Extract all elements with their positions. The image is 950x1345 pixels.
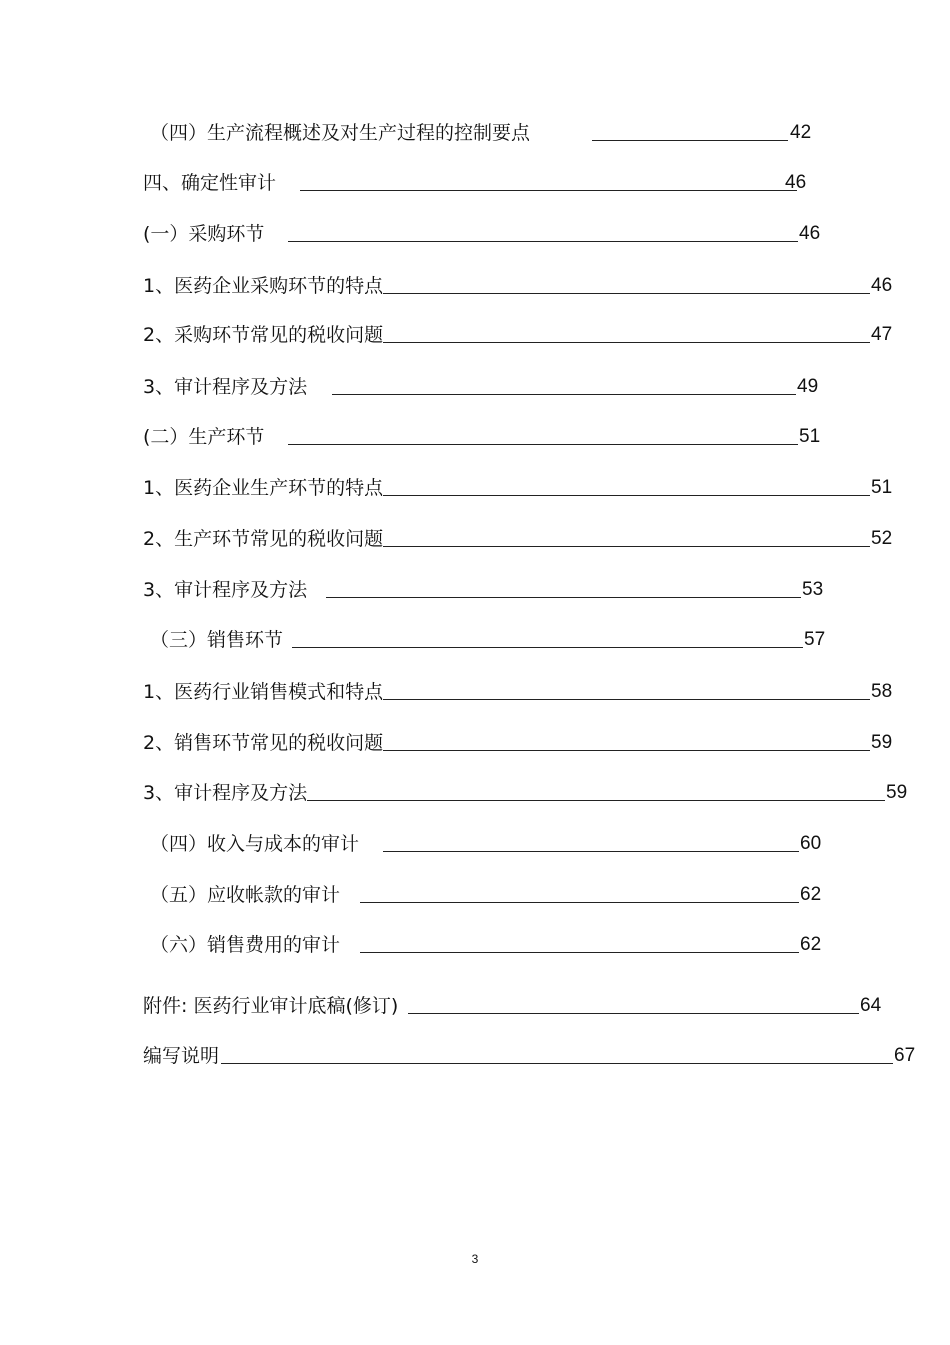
toc-leader-line [326, 597, 801, 598]
toc-entry-page: 51 [799, 426, 821, 447]
toc-entry-page: 62 [800, 934, 822, 955]
toc-entry-page: 64 [860, 995, 882, 1016]
toc-entry-label: 编写说明 [143, 1045, 220, 1067]
toc-entry-page: 67 [894, 1045, 916, 1066]
toc-leader-line [360, 952, 799, 953]
toc-leader-line [383, 851, 799, 852]
toc-leader-line [383, 293, 870, 294]
toc-entry-label: 3、审计程序及方法 [143, 579, 308, 601]
toc-entry-label: (一）采购环节 [143, 223, 265, 245]
toc-entry-label: 附件: 医药行业审计底稿(修订) [143, 995, 399, 1017]
toc-leader-line [292, 647, 803, 648]
toc-entry-label: 1、医药行业销售模式和特点 [143, 681, 384, 703]
toc-leader-line [383, 546, 870, 547]
toc-entry-label: 3、审计程序及方法 [143, 782, 308, 804]
toc-entry-page: 60 [800, 833, 822, 854]
toc-entry-label: 2、销售环节常见的税收问题 [143, 732, 384, 754]
toc-leader-line [360, 902, 799, 903]
toc-leader-line [592, 140, 788, 141]
toc-entry-page: 59 [886, 782, 908, 803]
toc-entry-page: 46 [799, 223, 821, 244]
toc-leader-line [288, 444, 798, 445]
toc-entry-label: （四）收入与成本的审计 [150, 833, 360, 855]
toc-entry-label: （四）生产流程概述及对生产过程的控制要点 [150, 122, 531, 144]
toc-leader-line [288, 241, 798, 242]
toc-entry-page: 62 [800, 884, 822, 905]
toc-entry-page: 58 [871, 681, 893, 702]
toc-leader-line [221, 1063, 893, 1064]
toc-entry-page: 52 [871, 528, 893, 549]
toc-entry-label: （五）应收帐款的审计 [150, 884, 341, 906]
toc-leader-line [332, 394, 796, 395]
toc-entry-label: （六）销售费用的审计 [150, 934, 341, 956]
toc-entry-label: 2、生产环节常见的税收问题 [143, 528, 384, 550]
toc-entry-page: 42 [790, 122, 812, 143]
toc-entry-page: 46 [785, 172, 807, 193]
toc-entry-label: 四、确定性审计 [143, 172, 277, 194]
toc-leader-line [383, 495, 870, 496]
toc-entry-label: 2、采购环节常见的税收问题 [143, 324, 384, 346]
toc-entry-page: 47 [871, 324, 893, 345]
toc-entry-page: 49 [797, 376, 819, 397]
toc-leader-line [300, 190, 797, 191]
toc-entry-page: 46 [871, 275, 893, 296]
toc-leader-line [307, 800, 885, 801]
toc-entry-label: （三）销售环节 [150, 629, 284, 651]
toc-entry-page: 59 [871, 732, 893, 753]
toc-entry-label: (二）生产环节 [143, 426, 265, 448]
toc-leader-line [383, 699, 870, 700]
toc-leader-line [383, 750, 870, 751]
page-number: 3 [471, 1252, 479, 1266]
toc-entry-page: 51 [871, 477, 893, 498]
toc-leader-line [408, 1013, 859, 1014]
toc-entry-label: 1、医药企业生产环节的特点 [143, 477, 384, 499]
toc-entry-label: 1、医药企业采购环节的特点 [143, 275, 384, 297]
toc-leader-line [383, 342, 870, 343]
toc-entry-page: 57 [804, 629, 826, 650]
toc-entry-page: 53 [802, 579, 824, 600]
toc-entry-label: 3、审计程序及方法 [143, 376, 308, 398]
